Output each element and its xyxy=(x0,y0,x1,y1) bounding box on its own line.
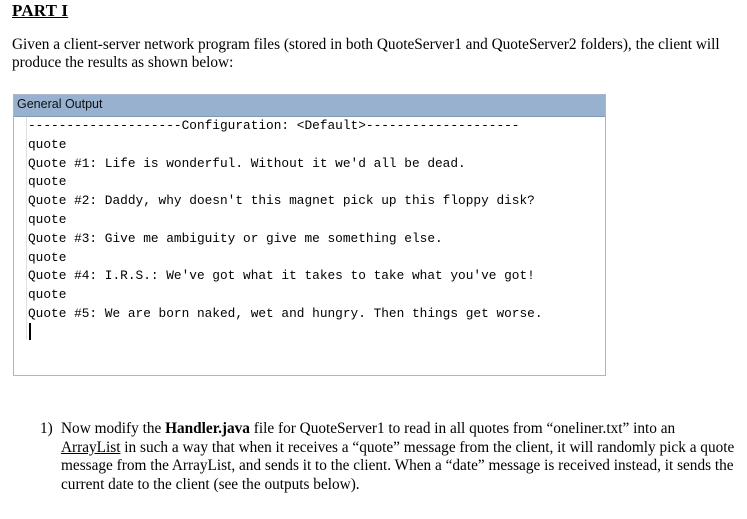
handler-filename: Handler.java xyxy=(165,420,250,437)
text-cursor xyxy=(29,323,31,340)
task-text-part: Now modify the xyxy=(61,420,166,437)
console-line: Quote #4: I.R.S.: We've got what it takes to take what you've got! xyxy=(28,268,535,284)
output-console[interactable] xyxy=(14,117,605,375)
general-output-window xyxy=(13,94,606,376)
console-line: Quote #5: We are born naked, wet and hungry. Then things get worse. xyxy=(28,306,543,321)
arraylist-term: ArrayList xyxy=(61,438,121,456)
task-text xyxy=(61,420,736,495)
task-number: 1) xyxy=(40,420,53,437)
console-line: Quote #3: Give me ambiguity or give me something else. xyxy=(28,230,443,246)
console-line: Quote #1: Life is wonderful. Without it we'd all be dead. xyxy=(28,155,466,171)
console-line: quote xyxy=(28,249,67,265)
console-gutter xyxy=(26,117,27,339)
task-text-part: in such a way that when it receives a “quote” message from the client, it will randomly pick a quote message from the ArrayList, and sends it to the client. When a “date” message is received instead, it sends the current date to the client (see the outputs below). xyxy=(61,438,735,494)
console-line: quote xyxy=(28,287,67,303)
console-line: quote xyxy=(28,212,67,227)
intro-paragraph: Given a client-server network program files (stored in both QuoteServer1 and QuoteServer2 folders), the client will produce the results as shown below: xyxy=(12,36,720,71)
output-title: General Output xyxy=(17,97,103,111)
section-heading: PART I xyxy=(12,1,69,20)
console-line: Quote #2: Daddy, why doesn't this magnet pick up this floppy disk? xyxy=(28,193,535,209)
task-text-part: file for QuoteServer1 to read in all quotes from “oneliner.txt” into an xyxy=(249,420,676,437)
console-line-config: --------------------Configuration: <Default>-------------------- xyxy=(28,118,520,133)
console-line: quote xyxy=(28,136,67,152)
output-titlebar xyxy=(14,95,605,117)
console-line: quote xyxy=(28,174,67,190)
